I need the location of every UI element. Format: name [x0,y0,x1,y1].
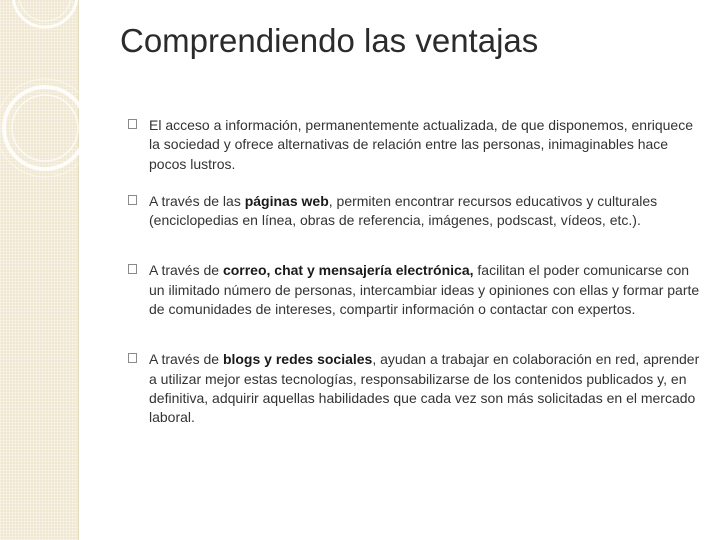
bullet-text: A través de las páginas web, permiten encontrar recursos educativos y culturales (enciclopedias en línea, obras de referencia, imágenes, podscast, vídeos, etc.). [149,192,658,229]
bullet-square-icon [128,264,137,274]
bullet-text: A través de correo, chat y mensajería electrónica, facilitan el poder comunicarse con un ilimitado número de personas, intercambiar ideas y opiniones con ellas y formar parte de comunidades de intereses, compartir información o contactar con expertos. [149,262,700,318]
list-item [128,261,703,319]
bullet-square-icon [128,195,137,205]
list-item [128,116,703,174]
list-item [128,350,703,427]
bullet-list [128,116,703,428]
bullet-square-icon [128,353,137,363]
bullet-text: A través de blogs y redes sociales, ayudan a trabajar en colaboración en red, aprender a utilizar mejor estas tecnologías, responsabilizarse de los contenidos publicados y, en definitiva, adquirir aquellas habilidades que cada vez son más solicitadas en el mercado laboral. [149,351,700,426]
list-item [128,192,703,231]
slide-title: Comprendiendo las ventajas [120,22,539,59]
bullet-text: El acceso a información, permanentemente actualizada, de que disponemos, enriquece la sociedad y ofrece alternativas de relación entre las personas, inimaginables hace pocos lustros. [149,117,693,172]
bullet-square-icon [128,119,137,129]
